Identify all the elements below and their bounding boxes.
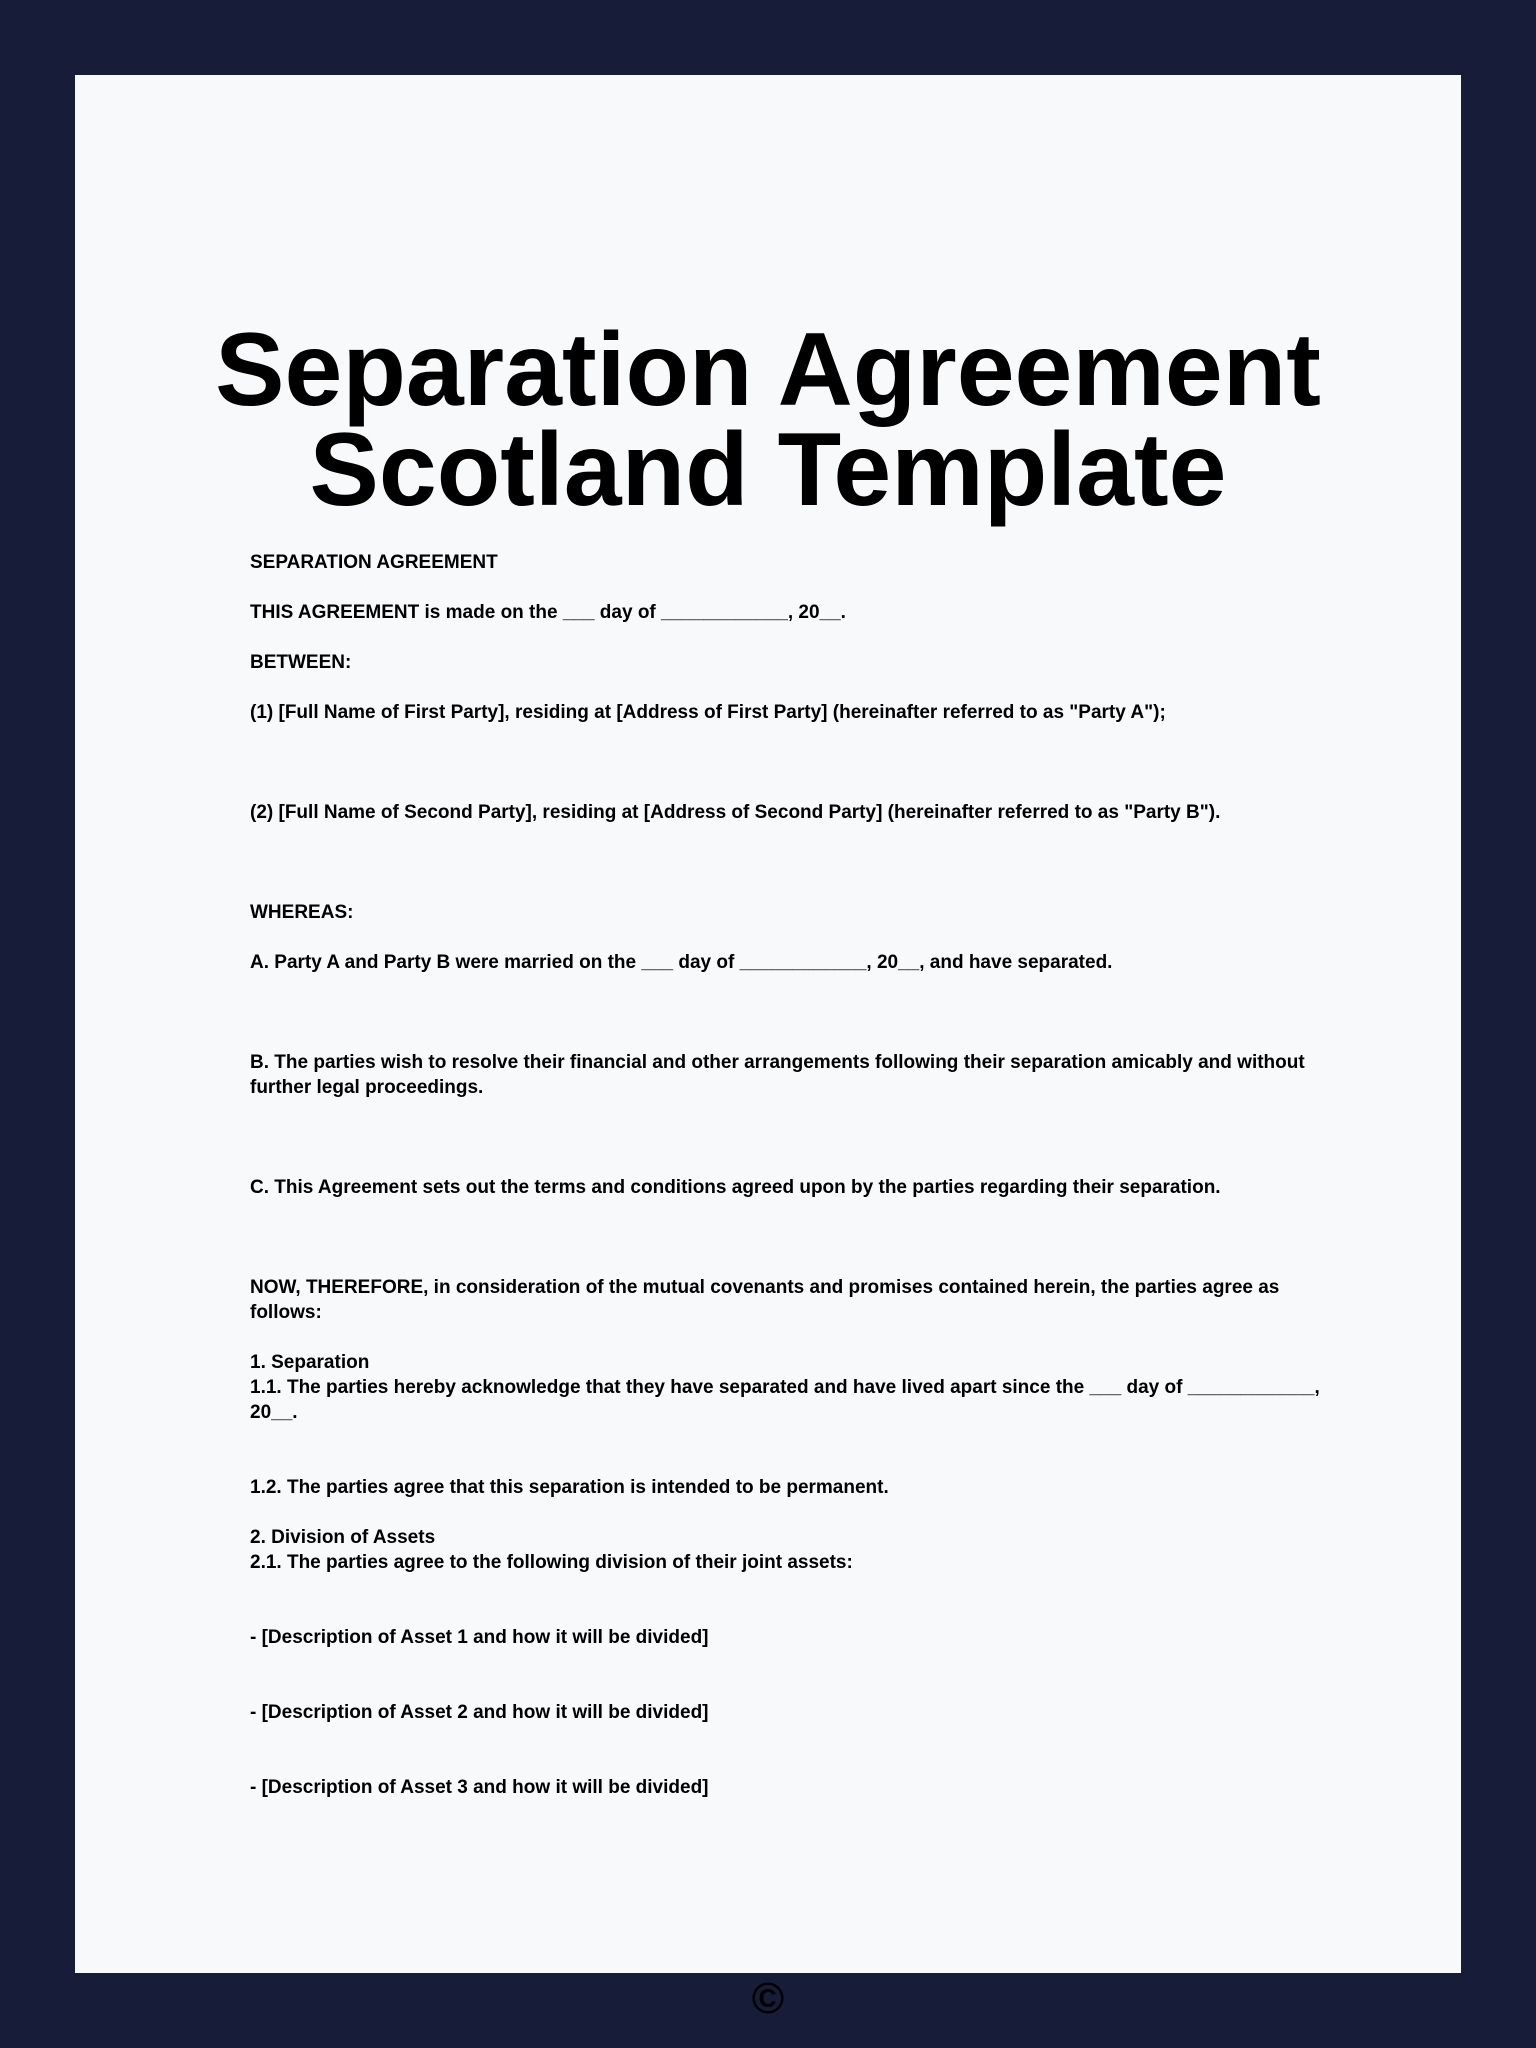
title-line-2: Scotland Template	[309, 412, 1227, 528]
recital-b: B. The parties wish to resolve their financial and other arrangements following their separation amicably and without further legal proceedings.	[250, 1052, 1310, 1098]
recital-c: C. This Agreement sets out the terms and conditions agreed upon by the parties regarding their separation.	[250, 1177, 1221, 1198]
title-line-1: Separation Agreement	[215, 312, 1321, 428]
copyright-icon: ©	[751, 1974, 785, 2023]
document-body	[250, 75, 1370, 1973]
section-1-separation: 1. Separation 1.1. The parties hereby acknowledge that they have separated and have lived apart since the ___ day of ____________, 20__.	[250, 1352, 1320, 1423]
party-a-clause: (1) [Full Name of First Party], residing at [Address of First Party] (hereinafter referred to as "Party A");	[250, 702, 1166, 723]
whereas-label: WHEREAS:	[250, 902, 354, 923]
clause-1-2: 1.2. The parties agree that this separation is intended to be permanent.	[250, 1477, 889, 1498]
asset-1-item: - [Description of Asset 1 and how it will be divided]	[250, 1627, 709, 1648]
heading-separation-agreement: SEPARATION AGREEMENT	[250, 552, 498, 573]
section-2-division-of-assets: 2. Division of Assets 2.1. The parties agree to the following division of their joint assets:	[250, 1527, 853, 1573]
party-b-clause: (2) [Full Name of Second Party], residing at [Address of Second Party] (hereinafter referred to as "Party B").	[250, 802, 1221, 823]
recital-a: A. Party A and Party B were married on the ___ day of ____________, 20__, and have separated.	[250, 952, 1113, 973]
document-page	[75, 75, 1461, 2023]
agreement-date-line: THIS AGREEMENT is made on the ___ day of ____________, 20__.	[250, 602, 846, 623]
asset-3-item: - [Description of Asset 3 and how it will be divided]	[250, 1777, 709, 1798]
asset-2-item: - [Description of Asset 2 and how it will be divided]	[250, 1702, 709, 1723]
now-therefore-clause: NOW, THEREFORE, in consideration of the mutual covenants and promises contained herein, the parties agree as follows:	[250, 1277, 1285, 1323]
between-label: BETWEEN:	[250, 652, 352, 673]
